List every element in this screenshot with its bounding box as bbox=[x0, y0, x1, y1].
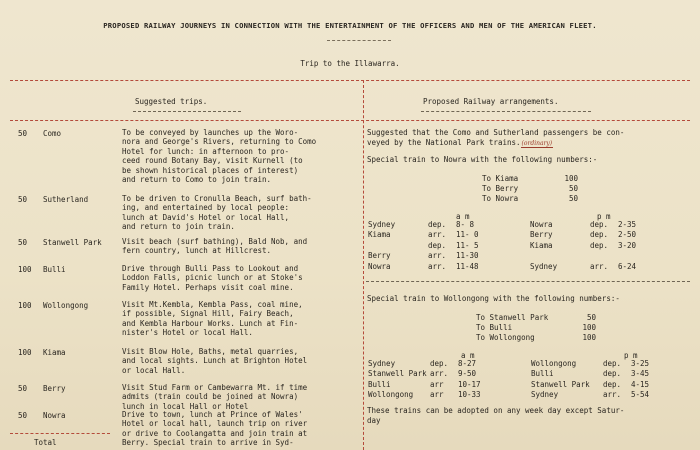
station: Wollongong bbox=[368, 390, 414, 400]
station: Sydney bbox=[530, 261, 558, 271]
trip-place: Nowra bbox=[43, 411, 66, 420]
total-label: Total bbox=[34, 438, 57, 447]
trip-count: 100 bbox=[18, 348, 32, 357]
trip-line: ing, and entertained by local people: bbox=[122, 203, 290, 213]
time: 10-17 bbox=[458, 379, 481, 389]
trip-line: fern country, lunch at Hillcrest. bbox=[122, 246, 272, 256]
time: 3-45 bbox=[631, 369, 650, 379]
document-title: PROPOSED RAILWAY JOURNEYS IN CONNECTION WITH THE ENTERTAINMENT OF THE OFFICERS AND MEN OF THE AMERICAN FLEET. bbox=[103, 21, 597, 30]
trip-line: if possible, Signal Hill, Fairy Beach, bbox=[122, 309, 294, 319]
trip-line: lunch at David's Hotel or local Hall, bbox=[122, 212, 290, 222]
timetable-row bbox=[368, 262, 494, 272]
number-row bbox=[476, 323, 596, 332]
trip-count: 100 bbox=[18, 265, 32, 274]
direction: arr. bbox=[428, 261, 447, 271]
time: 11- 0 bbox=[456, 230, 479, 240]
number-value: 50 bbox=[586, 313, 596, 322]
timetable-row bbox=[530, 262, 656, 272]
title-divider bbox=[327, 40, 391, 41]
time: 6-24 bbox=[618, 261, 637, 271]
am-label: a m bbox=[456, 212, 470, 221]
trip-line: Visit Mt.Kembla, Kembla Pass, coal mine, bbox=[122, 300, 303, 309]
number-row bbox=[476, 313, 596, 322]
station: Stanwell Park bbox=[368, 369, 427, 379]
trip-description bbox=[122, 194, 362, 232]
number-row bbox=[482, 194, 578, 203]
trip-place: Kiama bbox=[43, 348, 66, 357]
station: Nowra bbox=[368, 261, 391, 271]
direction: dep. bbox=[590, 230, 609, 240]
time: 11-48 bbox=[456, 261, 479, 271]
trip-line: Visit Stud Farm or Cambewarra Mt. if time bbox=[122, 383, 308, 392]
trip-place: Wollongong bbox=[43, 301, 89, 310]
trip-line: Visit beach (surf bathing), Bald Nob, and bbox=[122, 237, 308, 246]
timetable-row bbox=[368, 230, 494, 240]
timetable-row bbox=[530, 251, 656, 261]
arrangements-intro bbox=[367, 128, 624, 148]
number-value: 100 bbox=[582, 333, 596, 342]
direction: dep. bbox=[590, 240, 609, 250]
left-heading-underline bbox=[133, 111, 241, 112]
direction: arr. bbox=[430, 369, 449, 379]
station: Nowra bbox=[530, 220, 553, 229]
time: 5-54 bbox=[631, 390, 650, 400]
handwritten-note: (ordinary) bbox=[521, 139, 553, 147]
direction: dep. bbox=[603, 369, 622, 379]
number-row bbox=[476, 333, 596, 342]
right-column-heading: Proposed Railway arrangements. bbox=[423, 97, 559, 106]
number-label: To Bulli bbox=[476, 323, 513, 332]
number-label: To Berry bbox=[482, 184, 519, 193]
weekday-note bbox=[367, 406, 624, 425]
time: 11- 5 bbox=[456, 240, 479, 250]
left-column-heading: Suggested trips. bbox=[135, 97, 208, 106]
number-label: To Kiama bbox=[482, 174, 519, 183]
intro-line: veyed by the National Park trains. bbox=[367, 137, 521, 147]
number-value: 50 bbox=[568, 194, 578, 203]
timetable-row bbox=[368, 220, 494, 230]
direction: arr. bbox=[428, 251, 447, 261]
trip-line: Hotel or local hall, launch trip on river bbox=[122, 419, 308, 429]
station: Berry bbox=[368, 251, 391, 261]
trip-line: Berry. Special train to arrive in Syd- bbox=[122, 438, 294, 448]
wollongong-return-timetable bbox=[531, 359, 669, 401]
trip-line: To be conveyed by launches up the Woro- bbox=[122, 128, 299, 137]
station: Sydney bbox=[368, 220, 396, 229]
intro-line: Suggested that the Como and Sutherland passengers be con- bbox=[367, 128, 625, 137]
timetable-row bbox=[530, 230, 656, 240]
direction: arr bbox=[430, 390, 444, 400]
direction: arr. bbox=[428, 230, 447, 240]
station: Bulli bbox=[531, 369, 554, 379]
note-line: day bbox=[367, 415, 381, 425]
trip-place: Bulli bbox=[43, 265, 66, 274]
direction: dep. bbox=[603, 359, 622, 368]
direction: dep. bbox=[603, 379, 622, 389]
timetable-row bbox=[368, 369, 496, 379]
trip-description bbox=[122, 300, 362, 338]
trip-description bbox=[122, 128, 362, 184]
trip-line: nister's Hotel or local Hall. bbox=[122, 328, 253, 338]
station: Wollongong bbox=[531, 359, 577, 368]
number-value: 50 bbox=[568, 184, 578, 193]
trip-count: 50 bbox=[18, 238, 28, 247]
station: Bulli bbox=[368, 379, 391, 389]
nowra-train-heading: Special train to Nowra with the following numbers:- bbox=[367, 155, 598, 164]
am-label: a m bbox=[461, 351, 475, 360]
direction: dep. bbox=[590, 220, 609, 229]
timetable-row bbox=[368, 251, 494, 261]
wollongong-train-heading: Special train to Wollongong with the following numbers:- bbox=[367, 294, 620, 303]
time: 2-35 bbox=[618, 220, 637, 229]
direction: dep. bbox=[428, 220, 447, 229]
direction: arr bbox=[430, 379, 444, 389]
number-row bbox=[482, 174, 578, 183]
number-label: To Nowra bbox=[482, 194, 519, 203]
trip-line: or local Hall. bbox=[122, 365, 186, 375]
nowra-outbound-timetable bbox=[368, 220, 494, 272]
station: Sydney bbox=[531, 390, 559, 400]
trip-place: Sutherland bbox=[43, 195, 89, 204]
trip-description bbox=[122, 237, 362, 256]
timetable-row bbox=[531, 390, 669, 400]
trip-description bbox=[122, 383, 362, 411]
number-value: 100 bbox=[564, 174, 578, 183]
right-heading-underline bbox=[421, 111, 591, 112]
trip-count: 50 bbox=[18, 195, 28, 204]
trip-count: 50 bbox=[18, 129, 28, 138]
time: 8- 8 bbox=[456, 220, 475, 229]
timetable-row bbox=[530, 241, 656, 251]
station: Berry bbox=[530, 230, 553, 240]
timetable-row bbox=[368, 359, 496, 369]
station: Sydney bbox=[368, 359, 396, 368]
trip-line: lunch in local Hall or Hotel bbox=[122, 401, 249, 411]
direction: dep. bbox=[428, 240, 447, 250]
trip-line: To be driven to Cronulla Beach, surf bath- bbox=[122, 194, 312, 203]
trip-line: or drive to Coolangatta and join train at bbox=[122, 428, 308, 438]
number-value: 100 bbox=[582, 323, 596, 332]
table-top-rule bbox=[10, 80, 690, 81]
note-line: These trains can be adopted on any week day except Satur- bbox=[367, 406, 625, 415]
time: 3-25 bbox=[631, 359, 650, 368]
timetable-row bbox=[530, 220, 656, 230]
trip-count: 100 bbox=[18, 301, 32, 310]
document-subtitle: Trip to the Illawarra. bbox=[300, 59, 400, 68]
time: 4-15 bbox=[631, 379, 650, 389]
time: 9-50 bbox=[458, 369, 477, 379]
trip-line: Visit Blow Hole, Baths, metal quarries, bbox=[122, 347, 299, 356]
trip-description bbox=[122, 264, 362, 292]
number-label: To Stanwell Park bbox=[476, 313, 549, 322]
direction: arr. bbox=[590, 261, 609, 271]
trip-line: nora and George's Rivers, returning to Como bbox=[122, 137, 317, 147]
timetable-row bbox=[368, 390, 496, 400]
time: 3-20 bbox=[618, 240, 637, 250]
trip-line: be shown historical places of interest) bbox=[122, 165, 299, 175]
wollongong-outbound-timetable bbox=[368, 359, 496, 401]
direction: arr. bbox=[603, 390, 622, 400]
timetable-row bbox=[368, 380, 496, 390]
trip-line: Drive through Bulli Pass to Lookout and bbox=[122, 264, 299, 273]
trip-line: and return to join train. bbox=[122, 222, 235, 232]
trip-line: admits (train could be joined at Nowra) bbox=[122, 392, 299, 402]
trip-line: Loddon Falls, picnic lunch or at Stoke's bbox=[122, 273, 303, 283]
number-label: To Wollongong bbox=[476, 333, 535, 342]
pm-label: p m bbox=[597, 212, 611, 221]
total-rule bbox=[10, 433, 110, 434]
number-row bbox=[482, 184, 578, 193]
trip-line: ceed round Botany Bay, visit Kurnell (to bbox=[122, 156, 303, 166]
station: Kiama bbox=[368, 230, 391, 240]
trip-count: 50 bbox=[18, 411, 28, 420]
column-divider bbox=[363, 80, 364, 450]
trip-line: Family Hotel. Perhaps visit coal mine. bbox=[122, 282, 294, 292]
time: 2-50 bbox=[618, 230, 637, 240]
time: 10-33 bbox=[458, 390, 481, 400]
timetable-row bbox=[531, 380, 669, 390]
trip-place: Stanwell Park bbox=[43, 238, 102, 247]
direction: dep. bbox=[430, 359, 449, 368]
station: Kiama bbox=[530, 240, 553, 250]
timetable-row bbox=[531, 359, 669, 369]
time: 11-30 bbox=[456, 251, 479, 261]
trip-line: and local sights. Lunch at Brighton Hotel bbox=[122, 356, 308, 366]
nowra-return-timetable bbox=[530, 220, 656, 272]
time: 8-27 bbox=[458, 359, 477, 368]
trip-line: and return to Como to join train. bbox=[122, 175, 272, 185]
trip-count: 50 bbox=[18, 384, 28, 393]
trip-line: and Kembla Harbour Works. Lunch at Fin- bbox=[122, 318, 299, 328]
table-header-rule bbox=[10, 120, 690, 121]
trip-place: Berry bbox=[43, 384, 66, 393]
trip-line: Hotel for lunch: in afternoon to pro- bbox=[122, 146, 290, 156]
trip-description bbox=[122, 410, 362, 448]
station: Stanwell Park bbox=[531, 379, 590, 389]
timetable-row bbox=[368, 241, 494, 251]
section-divider bbox=[366, 281, 690, 282]
trip-place: Como bbox=[43, 129, 62, 138]
trip-description bbox=[122, 347, 362, 375]
pm-label: p m bbox=[624, 351, 638, 360]
timetable-row bbox=[531, 369, 669, 379]
trip-line: Drive to town, lunch at Prince of Wales' bbox=[122, 410, 303, 419]
